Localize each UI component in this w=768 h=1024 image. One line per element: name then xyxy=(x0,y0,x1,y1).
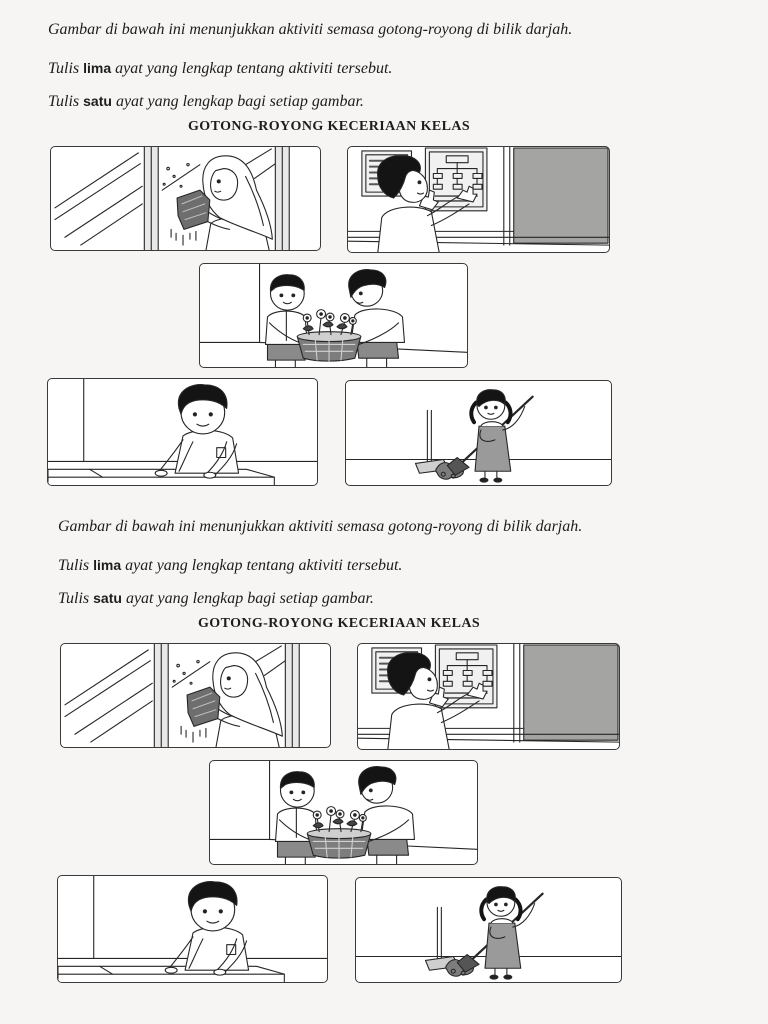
boys-carrying-flower-basket-illustration xyxy=(210,761,477,864)
instruction-count: lima xyxy=(83,60,112,76)
panel-wiping-desk xyxy=(47,378,318,486)
instruction-rest: ayat yang lengkap bagi setiap gambar. xyxy=(115,93,364,110)
boys-carrying-flower-basket-illustration xyxy=(200,264,467,367)
girl-sweeping-floor-illustration xyxy=(356,878,621,982)
girl-wiping-window-illustration xyxy=(61,644,330,747)
instruction-one-sentence-each xyxy=(58,589,374,608)
boy-wiping-desk-illustration xyxy=(58,876,327,982)
panel-notice-board xyxy=(357,643,620,750)
girl-wiping-window-illustration xyxy=(51,147,320,250)
instruction-rest: ayat yang lengkap tentang aktiviti tersebut. xyxy=(115,60,393,77)
instruction-write-five-sentences xyxy=(48,59,392,78)
instruction-rest: ayat yang lengkap bagi setiap gambar. xyxy=(125,590,374,607)
worksheet-title: GOTONG-ROYONG KECERIAAN KELAS xyxy=(198,616,481,631)
instruction-one-sentence-each xyxy=(48,92,364,111)
girl-sweeping-floor-illustration xyxy=(346,381,611,485)
worksheet-copy-1 xyxy=(0,0,700,492)
instruction-intro: Gambar di bawah ini menunjukkan aktiviti semasa gotong-royong di bilik darjah. xyxy=(48,21,573,38)
instruction-verb: Tulis xyxy=(48,60,80,77)
panel-carrying-flower-basket xyxy=(209,760,478,865)
instruction-verb: Tulis xyxy=(58,557,90,574)
panel-wiping-window xyxy=(60,643,331,748)
boy-at-notice-board-illustration xyxy=(358,644,619,749)
panel-notice-board xyxy=(347,146,610,253)
worksheet-copy-2 xyxy=(10,497,710,989)
panel-sweeping-floor xyxy=(345,380,612,486)
panel-wiping-desk xyxy=(57,875,328,983)
instruction-count: lima xyxy=(93,557,122,573)
instruction-verb: Tulis xyxy=(48,93,80,110)
panel-carrying-flower-basket xyxy=(199,263,468,368)
instruction-rest: ayat yang lengkap tentang aktiviti tersebut. xyxy=(125,557,403,574)
instruction-write-five-sentences xyxy=(58,556,402,575)
panel-wiping-window xyxy=(50,146,321,251)
instruction-count: satu xyxy=(83,93,112,109)
boy-at-notice-board-illustration xyxy=(348,147,609,252)
worksheet-title: GOTONG-ROYONG KECERIAAN KELAS xyxy=(188,119,471,134)
instruction-verb: Tulis xyxy=(58,590,90,607)
boy-wiping-desk-illustration xyxy=(48,379,317,485)
instruction-intro: Gambar di bawah ini menunjukkan aktiviti semasa gotong-royong di bilik darjah. xyxy=(58,518,583,535)
panel-sweeping-floor xyxy=(355,877,622,983)
instruction-count: satu xyxy=(93,590,122,606)
